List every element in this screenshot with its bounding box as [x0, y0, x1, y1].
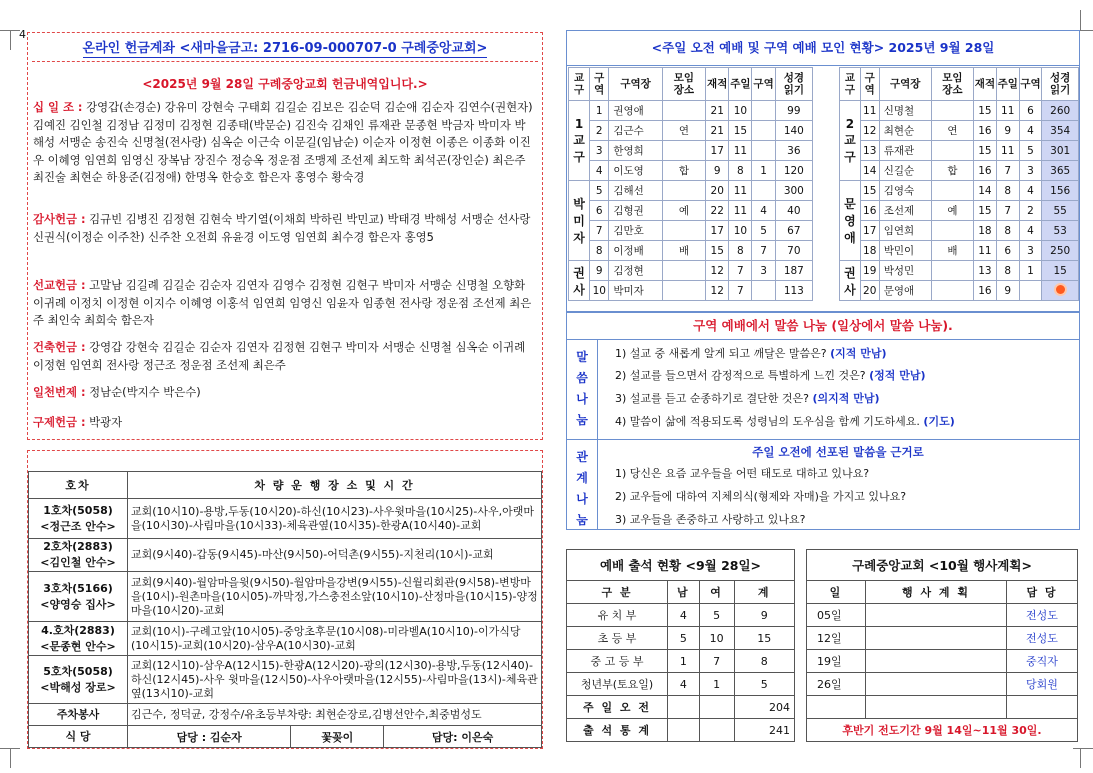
table-cell: 배 [931, 241, 973, 261]
table-cell [1019, 281, 1042, 301]
table-cell: 15 [974, 101, 997, 121]
table-row [567, 650, 795, 673]
table-cell: 7 [729, 281, 752, 301]
table-cell: 박미자 [609, 281, 662, 301]
offering-group-thousand: 일천번제 : 정남순(박지수 박은수) [33, 385, 201, 399]
table-cell: 11 [996, 141, 1019, 161]
table-cell: 120 [775, 161, 812, 181]
table-cell: 4 [590, 161, 609, 181]
table-cell: 11 [974, 241, 997, 261]
table-cell [1007, 696, 1078, 719]
table-cell: 김해선 [609, 181, 662, 201]
vehicle-header-route: 차 량 운 행 장 소 및 시 간 [128, 472, 542, 499]
table-cell: 1 [1019, 261, 1042, 281]
table-cell: 청년부(토요일) [567, 673, 668, 696]
vehicle-row: 3호차(5166) <양영승 집사> 교회(9시40)-월암마을윗(9시50)-월암마을강변(9시55)-신월리회관(9시58)-변방마을(10시)-원촌마을(10시05)-까막정,가스충전소앞(10시10)-산정마을(10시15)-양정마을(10시20)-교회 [29, 572, 542, 622]
column-header: 구역 [752, 68, 775, 101]
relation-sharing-subtitle: 주일 오전에 선포된 말씀을 근거로 [752, 445, 924, 459]
table-row [567, 719, 795, 742]
table-cell: 11 [996, 101, 1019, 121]
table-cell: 배 [662, 241, 705, 261]
table-cell: 36 [775, 141, 812, 161]
table-cell: 조선제 [879, 201, 931, 221]
vehicle-panel [27, 450, 543, 749]
table-row [840, 261, 1079, 281]
table-cell: 8 [729, 161, 752, 181]
table-cell: 10 [729, 221, 752, 241]
table-cell: 55 [1042, 201, 1079, 221]
district-label: 박 미 자 [569, 181, 590, 261]
table-cell: 26일 [807, 673, 866, 696]
table-row [569, 101, 813, 121]
column-header: 모임 장소 [931, 68, 973, 101]
table-cell: 8 [996, 181, 1019, 201]
table-cell [807, 696, 866, 719]
table-row [569, 141, 813, 161]
table-cell: 이정배 [609, 241, 662, 261]
group-attendance-panel [566, 30, 1080, 312]
table-cell: 류재관 [879, 141, 931, 161]
table-cell: 18 [860, 241, 879, 261]
table-cell: 박민이 [879, 241, 931, 261]
table-cell: 1 [590, 101, 609, 121]
table-cell [931, 141, 973, 161]
offering-group-mission: 선교헌금 : 고말남 김길례 김길순 김순자 김연자 김영수 김정현 김현구 박미자 서맹순 신명철 오향화 이귀례 이정치 이정현 이지수 이혜영 이홍석 임연희 임영신 임윤자 임종현 전사랑 정운점 조선제 최은주 최인숙 최희숙 함은자 [33, 278, 532, 327]
table-cell: 301 [1042, 141, 1079, 161]
table-row [840, 281, 1079, 301]
schedule-table: 구례중앙교회 <10월 행사계획> 일 행 사 계 획 담 당 05일 전성도 12일 전성도 19일 중직자 26일 당회원 후반기 전도기간 9월 14일~11월 30일. [806, 549, 1078, 742]
table-cell [866, 604, 1007, 627]
table-cell: 유 치 부 [567, 604, 668, 627]
table-cell [662, 221, 705, 241]
table-cell [866, 650, 1007, 673]
table-cell: 1 [668, 650, 700, 673]
table-cell: 1 [752, 161, 775, 181]
table-cell: 신길순 [879, 161, 931, 181]
table-cell [931, 261, 973, 281]
question-3: 3) 설교를 듣고 순종하기로 결단한 것은? (의지적 만남) [615, 392, 880, 405]
table-header-row [569, 68, 813, 101]
table-cell: 16 [974, 121, 997, 141]
table-cell [699, 696, 734, 719]
group-attendance-title: <주일 오전 예배 및 구역 예배 모인 현황> 2025년 9월 28일 [567, 31, 1079, 66]
table-cell: 4 [1019, 221, 1042, 241]
table-cell [752, 141, 775, 161]
table-cell: 14 [860, 161, 879, 181]
table-row [567, 604, 795, 627]
table-cell: 5 [668, 627, 700, 650]
column-header: 구역 [590, 68, 609, 101]
offering-group-tithe: 십 일 조 : 강영갑(손경순) 강유미 강현숙 구태회 김길순 김보은 김순덕 김순애 김순자 김연수(권현자) 김예진 김인철 김정남 김정미 김정현 김종태(박문순) 김진숙 김채인 류재관 문종현 박금자 박미자 박해성 서맹순 송진숙 신명철(전사랑) 심옥순 이근숙 이문길(임남순) 이순자 이정현 이종은 이종화 이진우 이혜영 임연희 임영신 장복남 장진수 정승옥 정운점 조맹제 조선제 최도학 최석곤(장인순) 최은주 최진술 최현순 하용준(김정애) 한명옥 한승호 함은자 홍영수 황숙경 [33, 100, 533, 184]
table-row [567, 696, 795, 719]
table-cell: 김근수 [609, 121, 662, 141]
table-row [807, 650, 1078, 673]
table-cell [931, 281, 973, 301]
table-cell [752, 101, 775, 121]
table-cell: 15 [860, 181, 879, 201]
table-row [840, 161, 1079, 181]
table-cell [866, 696, 1007, 719]
table-cell: 당회원 [1007, 673, 1078, 696]
table-cell: 260 [1042, 101, 1079, 121]
table-cell [866, 673, 1007, 696]
table-cell: 4 [752, 201, 775, 221]
table-cell: 4 [668, 604, 700, 627]
table-cell: 15 [734, 627, 795, 650]
table-row [569, 261, 813, 281]
offering-panel [27, 32, 543, 440]
district-label: 권 사 [569, 261, 590, 301]
vehicle-table [28, 471, 542, 748]
table-cell: 354 [1042, 121, 1079, 141]
table-cell: 17 [706, 141, 729, 161]
table-cell: 11 [729, 181, 752, 201]
table-row [840, 101, 1079, 121]
table-cell: 17 [860, 221, 879, 241]
table-cell: 20 [706, 181, 729, 201]
table-cell: 6 [1019, 101, 1042, 121]
table-cell [931, 101, 973, 121]
table-cell: 13 [974, 261, 997, 281]
table-row [569, 161, 813, 181]
table-cell [931, 181, 973, 201]
table-cell: 300 [775, 181, 812, 201]
column-header: 교구 [840, 68, 861, 101]
vehicle-row: 2호차(2883) <김인철 안수> 교회(9시40)-갑동(9시45)-마산(9시50)-어덕촌(9시55)-지천리(10시)-교회 [29, 539, 542, 572]
table-cell: 16 [974, 281, 997, 301]
table-cell [752, 181, 775, 201]
table-cell: 2 [590, 121, 609, 141]
page-number: 4 [19, 28, 26, 41]
column-header: 성경 읽기 [1042, 68, 1079, 101]
table-row [840, 221, 1079, 241]
table-cell: 8 [590, 241, 609, 261]
vehicle-header-car: 호차 [29, 472, 128, 499]
table-cell: 권영애 [609, 101, 662, 121]
table-cell [752, 281, 775, 301]
relation-question-3: 3) 교우들을 존중하고 사랑하고 있나요? [615, 513, 806, 526]
table-row [569, 201, 813, 221]
table-cell [1042, 281, 1079, 301]
table-cell: 113 [775, 281, 812, 301]
table-cell: 15 [974, 141, 997, 161]
table-cell: 15 [729, 121, 752, 141]
table-cell [931, 221, 973, 241]
table-cell: 7 [590, 221, 609, 241]
table-cell: 박성민 [879, 261, 931, 281]
table-cell: 5 [699, 604, 734, 627]
table-cell: 3 [1019, 161, 1042, 181]
table-cell: 22 [706, 201, 729, 221]
table-cell: 70 [775, 241, 812, 261]
table-cell [668, 696, 700, 719]
table-cell [866, 627, 1007, 650]
table-cell: 중 고 등 부 [567, 650, 668, 673]
table-row [840, 241, 1079, 261]
table-row [840, 121, 1079, 141]
table-cell: 12 [860, 121, 879, 141]
table-cell: 40 [775, 201, 812, 221]
table-cell: 16 [860, 201, 879, 221]
table-row [807, 604, 1078, 627]
table-cell: 99 [775, 101, 812, 121]
table-cell: 53 [1042, 221, 1079, 241]
table-cell: 5 [734, 673, 795, 696]
table-row [569, 181, 813, 201]
column-header: 재적 [974, 68, 997, 101]
table-cell: 7 [996, 201, 1019, 221]
vehicle-row: 4.호차(2883) <문종현 안수> 교회(10시)-구례고앞(10시05)-중앙초후문(10시08)-미라벨A(10시10)-이가식당(10시15)-교회(10시20)-삼우A(10시30)-교회 [29, 622, 542, 656]
question-1: 1) 설교 중 새롭게 알게 되고 깨달은 말씀은? (지적 만남) [615, 347, 887, 360]
column-header: 모임 장소 [662, 68, 705, 101]
table-cell: 12 [706, 261, 729, 281]
table-cell: 연 [931, 121, 973, 141]
vehicle-row: 1호차(5058) <정근조 안수> 교회(10시10)-용방,두동(10시20)-하신(10시23)-사우윗마을(10시25)-사우,아랫마을(10시30)-사림마을(10시33)-체육관옆(10시35)-한광A(10시40)-교회 [29, 499, 542, 539]
table-row [840, 201, 1079, 221]
table-cell: 전성도 [1007, 604, 1078, 627]
table-cell: 7 [729, 261, 752, 281]
table-row [567, 627, 795, 650]
table-cell: 19 [860, 261, 879, 281]
worship-attendance-table: 예배 출석 현황 <9월 28일> 구 분 남 여 계 유 치 부 4 5 9 초 등 부 5 10 15 중 고 등 부 1 7 8 청년부(토요일) 4 1 5 주 일 오 전 204 출 석 통 계 241 [566, 549, 795, 742]
table-cell: 11 [729, 201, 752, 221]
table-cell: 19일 [807, 650, 866, 673]
parking-row: 주차봉사 김근수, 정덕균, 강정수/유초등부차량: 최현순장로,김병선안수,최중범성도 [29, 704, 542, 726]
offering-group-thanks: 감사헌금 : 김규빈 김병진 김정현 김현숙 박기열(이채희 박하린 박민교) 박태경 박해성 서맹순 선사랑 신권식(이정순 이주찬) 신주찬 오전희 유윤경 이도영 임연희 최수경 함은자 홍영5 [33, 212, 531, 244]
word-sharing-panel [566, 312, 1080, 530]
schedule-panel [806, 549, 1078, 742]
table-cell: 241 [734, 719, 795, 742]
table-cell: 7 [752, 241, 775, 261]
table-cell [662, 281, 705, 301]
table-row [807, 673, 1078, 696]
table-row [569, 281, 813, 301]
table-cell: 7 [699, 650, 734, 673]
table-cell: 김만호 [609, 221, 662, 241]
district-label: 문 영 애 [840, 181, 861, 261]
offering-heading: <2025년 9월 28일 구례중앙교회 헌금내역입니다.> [142, 77, 428, 91]
table-cell: 21 [706, 121, 729, 141]
table-row [840, 141, 1079, 161]
table-cell: 9 [706, 161, 729, 181]
table-row [807, 696, 1078, 719]
table-cell: 187 [775, 261, 812, 281]
table-row [569, 241, 813, 261]
table-cell: 140 [775, 121, 812, 141]
column-header: 구역 [860, 68, 879, 101]
table-cell: 13 [860, 141, 879, 161]
table-cell: 18 [974, 221, 997, 241]
offering-group-relief: 구제헌금 : 박광자 [33, 415, 123, 429]
column-header: 교구 [569, 68, 590, 101]
table-row [807, 627, 1078, 650]
table-cell: 연 [662, 121, 705, 141]
column-header: 주일 [729, 68, 752, 101]
word-sharing-side-label: 말 씀 나 눔 [576, 350, 588, 427]
table-cell: 4 [1019, 181, 1042, 201]
table-cell: 15 [1042, 261, 1079, 281]
column-header: 주일 [996, 68, 1019, 101]
column-header: 구역장 [609, 68, 662, 101]
relation-sharing-side-label: 관 계 나 눔 [576, 450, 588, 527]
table-cell: 전성도 [1007, 627, 1078, 650]
table-cell: 김정현 [609, 261, 662, 281]
table-cell: 2 [1019, 201, 1042, 221]
table-cell: 문영애 [879, 281, 931, 301]
table-row [567, 673, 795, 696]
table-cell: 예 [931, 201, 973, 221]
table-cell: 17 [706, 221, 729, 241]
table-cell: 예 [662, 201, 705, 221]
table-cell: 156 [1042, 181, 1079, 201]
table-cell: 8 [729, 241, 752, 261]
table-row [840, 181, 1079, 201]
table-cell: 250 [1042, 241, 1079, 261]
table-cell: 12 [706, 281, 729, 301]
worship-attendance-panel [566, 549, 795, 742]
table-cell: 9 [590, 261, 609, 281]
table-cell [699, 719, 734, 742]
table-cell: 최현순 [879, 121, 931, 141]
table-cell [752, 121, 775, 141]
table-cell: 신명철 [879, 101, 931, 121]
offering-group-building: 건축헌금 : 강영갑 강현숙 김길순 김순자 김연자 김정현 김현구 박미자 서맹순 신명철 심옥순 이귀례 이정현 임연희 전사랑 정근조 정운점 조선제 최은주 [33, 340, 526, 372]
table-cell: 21 [706, 101, 729, 121]
table-cell: 15 [706, 241, 729, 261]
table-cell: 15 [974, 201, 997, 221]
table-cell: 11 [860, 101, 879, 121]
word-sharing-title: 구역 예배에서 말씀 나눔 (일상에서 말씀 나눔). [567, 313, 1079, 340]
group-attendance-right-table [839, 67, 1079, 301]
table-cell: 초 등 부 [567, 627, 668, 650]
status-dot [1056, 285, 1065, 294]
bank-account-line: 온라인 헌금계좌 <새마을금고: 2716-09-000707-0 구례중앙교회> [82, 41, 488, 56]
table-cell: 11 [729, 141, 752, 161]
table-cell: 중직자 [1007, 650, 1078, 673]
table-cell: 9 [996, 281, 1019, 301]
table-cell: 1 [699, 673, 734, 696]
column-header: 성경 읽기 [775, 68, 812, 101]
question-2: 2) 설교를 들으면서 감정적으로 특별하게 느낀 것은? (정적 만남) [615, 369, 926, 382]
evangelism-period: 후반기 전도기간 9월 14일~11월 30일. [807, 719, 1078, 742]
worship-attendance-title: 예배 출석 현황 <9월 28일> [567, 550, 795, 581]
table-cell: 365 [1042, 161, 1079, 181]
table-cell: 8 [996, 221, 1019, 241]
cafeteria-row: 식 당 담당 : 김순자 꽃꽂이 담당: 이은숙 [29, 726, 542, 748]
table-cell: 05일 [807, 604, 866, 627]
district-label: 2 교 구 [840, 101, 861, 181]
table-cell: 출 석 통 계 [567, 719, 668, 742]
table-cell: 3 [590, 141, 609, 161]
table-cell: 10 [699, 627, 734, 650]
table-cell: 이도영 [609, 161, 662, 181]
table-cell [662, 181, 705, 201]
column-header: 재적 [706, 68, 729, 101]
table-cell: 4 [668, 673, 700, 696]
schedule-title: 구례중앙교회 <10월 행사계획> [807, 550, 1078, 581]
table-cell: 8 [734, 650, 795, 673]
table-row [569, 121, 813, 141]
table-cell: 14 [974, 181, 997, 201]
group-attendance-left-table [568, 67, 813, 301]
table-cell: 한영희 [609, 141, 662, 161]
table-cell [662, 141, 705, 161]
relation-question-1: 1) 당신은 요즘 교우들을 어떤 태도로 대하고 있나요? [615, 467, 870, 480]
table-cell: 4 [1019, 121, 1042, 141]
table-cell: 3 [1019, 241, 1042, 261]
table-cell: 16 [974, 161, 997, 181]
column-header: 구역장 [879, 68, 931, 101]
table-cell: 5 [1019, 141, 1042, 161]
question-4: 4) 말씀이 삶에 적용되도록 성령님의 도우심을 함께 기도하세요. (기도) [615, 415, 955, 428]
table-cell: 8 [996, 261, 1019, 281]
vehicle-row: 5호차(5058) <박해성 장로> 교회(12시10)-삼우A(12시15)-한광A(12시20)-광의(12시30)-용방,두동(12시40)-하신(12시45)-사우 윗마을(12시50)-사우아랫마을(12시55)-사림마을(13시)-체육관옆(13시10)-교회 [29, 656, 542, 704]
table-cell: 10 [590, 281, 609, 301]
table-cell: 67 [775, 221, 812, 241]
table-cell: 6 [590, 201, 609, 221]
table-cell: 5 [752, 221, 775, 241]
table-cell: 합 [931, 161, 973, 181]
table-cell: 7 [996, 161, 1019, 181]
table-cell: 20 [860, 281, 879, 301]
table-cell: 9 [734, 604, 795, 627]
district-label: 권 사 [840, 261, 861, 301]
table-header-row [840, 68, 1079, 101]
district-label: 1 교 구 [569, 101, 590, 181]
table-row [569, 221, 813, 241]
column-header: 구역 [1019, 68, 1042, 101]
table-cell: 9 [996, 121, 1019, 141]
relation-question-2: 2) 교우들에 대하여 지체의식(형제와 자매)을 가지고 있나요? [615, 490, 907, 503]
table-cell: 김형권 [609, 201, 662, 221]
table-cell: 12일 [807, 627, 866, 650]
table-cell: 합 [662, 161, 705, 181]
table-cell: 임연희 [879, 221, 931, 241]
table-cell: 204 [734, 696, 795, 719]
table-cell: 주 일 오 전 [567, 696, 668, 719]
table-cell [668, 719, 700, 742]
table-cell: 5 [590, 181, 609, 201]
table-cell [662, 261, 705, 281]
table-cell [662, 101, 705, 121]
table-cell: 3 [752, 261, 775, 281]
table-cell: 김영숙 [879, 181, 931, 201]
table-cell: 10 [729, 101, 752, 121]
table-cell: 6 [996, 241, 1019, 261]
